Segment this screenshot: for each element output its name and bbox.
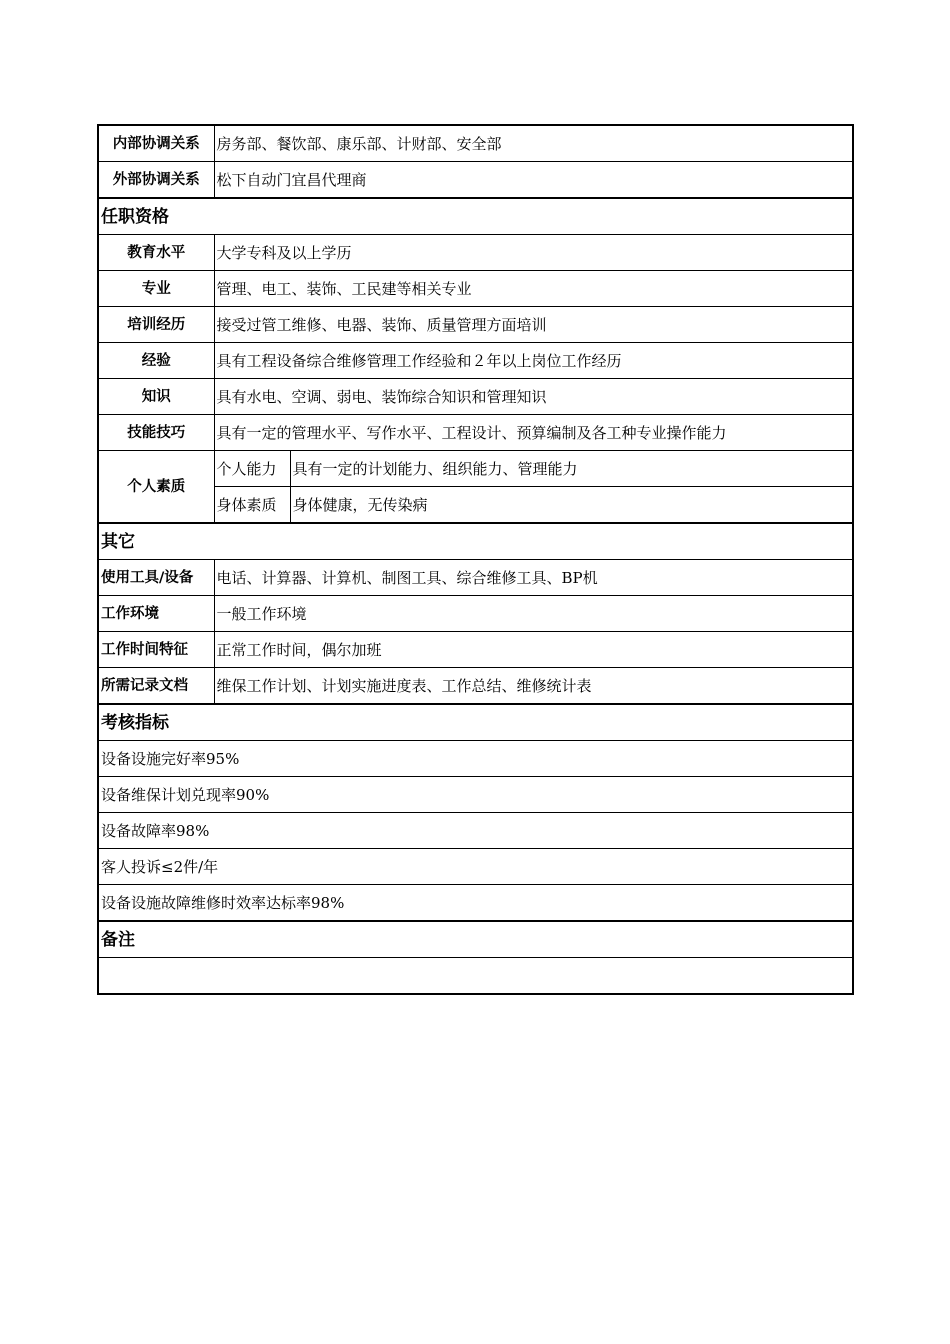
kpi-row xyxy=(98,813,853,849)
kpi-item: 客人投诉≤2件/年 xyxy=(98,849,853,885)
physical-quality-label: 身体素质 xyxy=(214,487,290,524)
environment-label: 工作环境 xyxy=(98,596,214,632)
kpi-row xyxy=(98,777,853,813)
other-section-header xyxy=(98,523,853,560)
internal-coordination-row xyxy=(98,125,853,162)
experience-value: 具有工程设备综合维修管理工作经验和２年以上岗位工作经历 xyxy=(214,343,853,379)
environment-value: 一般工作环境 xyxy=(214,596,853,632)
internal-coordination-value: 房务部、餐饮部、康乐部、计财部、安全部 xyxy=(214,125,853,162)
notes-title: 备注 xyxy=(98,921,853,958)
personal-quality-label: 个人素质 xyxy=(98,451,214,524)
kpi-item: 设备维保计划兑现率90% xyxy=(98,777,853,813)
kpi-row xyxy=(98,885,853,922)
physical-quality-value: 身体健康，无传染病 xyxy=(290,487,853,524)
tools-value: 电话、计算器、计算机、制图工具、综合维修工具、BP机 xyxy=(214,560,853,596)
kpi-item: 设备设施故障维修时效率达标率98% xyxy=(98,885,853,922)
other-title: 其它 xyxy=(98,523,853,560)
kpi-item: 设备故障率98% xyxy=(98,813,853,849)
qualification-row xyxy=(98,379,853,415)
notes-row xyxy=(98,958,853,995)
documents-value: 维保工作计划、计划实施进度表、工作总结、维修统计表 xyxy=(214,668,853,705)
work-time-value: 正常工作时间，偶尔加班 xyxy=(214,632,853,668)
other-row xyxy=(98,668,853,705)
education-label: 教育水平 xyxy=(98,235,214,271)
training-value: 接受过管工维修、电器、装饰、质量管理方面培训 xyxy=(214,307,853,343)
personal-ability-label: 个人能力 xyxy=(214,451,290,487)
tools-label: 使用工具/设备 xyxy=(98,560,214,596)
kpi-row xyxy=(98,741,853,777)
other-row xyxy=(98,596,853,632)
kpi-title: 考核指标 xyxy=(98,704,853,741)
knowledge-value: 具有水电、空调、弱电、装饰综合知识和管理知识 xyxy=(214,379,853,415)
qualifications-title: 任职资格 xyxy=(98,198,853,235)
major-label: 专业 xyxy=(98,271,214,307)
qualification-row xyxy=(98,271,853,307)
other-row xyxy=(98,560,853,596)
work-time-label: 工作时间特征 xyxy=(98,632,214,668)
personal-quality-row xyxy=(98,451,853,487)
skills-label: 技能技巧 xyxy=(98,415,214,451)
external-coordination-label: 外部协调关系 xyxy=(98,162,214,199)
qualification-row xyxy=(98,235,853,271)
personal-ability-value: 具有一定的计划能力、组织能力、管理能力 xyxy=(290,451,853,487)
other-row xyxy=(98,632,853,668)
qualification-row xyxy=(98,415,853,451)
kpi-section-header xyxy=(98,704,853,741)
training-label: 培训经历 xyxy=(98,307,214,343)
external-coordination-row xyxy=(98,162,853,199)
qualification-row xyxy=(98,343,853,379)
external-coordination-value: 松下自动门宜昌代理商 xyxy=(214,162,853,199)
job-description-page xyxy=(97,124,854,995)
qualification-row xyxy=(98,307,853,343)
kpi-item: 设备设施完好率95% xyxy=(98,741,853,777)
documents-label: 所需记录文档 xyxy=(98,668,214,705)
internal-coordination-label: 内部协调关系 xyxy=(98,125,214,162)
job-description-table xyxy=(97,124,854,995)
notes-section-header xyxy=(98,921,853,958)
major-value: 管理、电工、装饰、工民建等相关专业 xyxy=(214,271,853,307)
skills-value: 具有一定的管理水平、写作水平、工程设计、预算编制及各工种专业操作能力 xyxy=(214,415,853,451)
kpi-row xyxy=(98,849,853,885)
experience-label: 经验 xyxy=(98,343,214,379)
knowledge-label: 知识 xyxy=(98,379,214,415)
notes-value xyxy=(98,958,853,995)
qualifications-section-header xyxy=(98,198,853,235)
education-value: 大学专科及以上学历 xyxy=(214,235,853,271)
